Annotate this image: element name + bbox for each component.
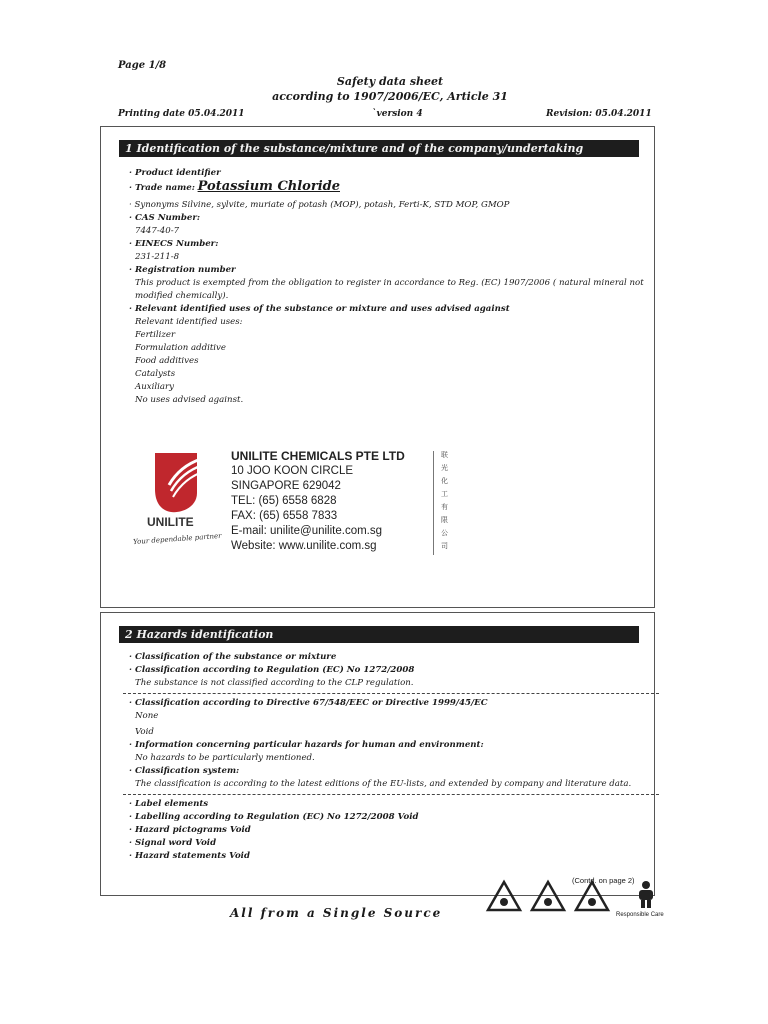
use-item: Formulation additive	[135, 343, 226, 353]
revision-date: Revision: 05.04.2011	[546, 109, 652, 119]
certification-triangles-icon	[484, 878, 614, 914]
trade-name-value: Potassium Chloride	[197, 179, 340, 194]
uses-label: · Relevant identified uses of the substance or mixture and uses advised against	[129, 304, 510, 314]
signal-word: · Signal word Void	[129, 838, 217, 848]
class-system: The classification is according to the latest editions of the EU-lists, and extended by company and literature data.	[135, 779, 632, 789]
company-tel: TEL: (65) 6558 6828	[231, 495, 337, 507]
particular-hazards: No hazards to be particularly mentioned.	[135, 753, 315, 763]
synonyms: · Synonyms Silvine, sylvite, muriate of potash (MOP), potash, Ferti-K, STD MOP, GMOP	[129, 200, 510, 210]
divider-line	[433, 451, 434, 555]
product-identifier-label: · Product identifier	[129, 168, 221, 178]
section-1-box	[100, 126, 655, 608]
labelling: · Labelling according to Regulation (EC) No 1272/2008 Void	[129, 812, 419, 822]
classification-label: · Classification of the substance or mixture	[129, 652, 337, 662]
company-website: Website: www.unilite.com.sg	[231, 540, 377, 552]
cas-value: 7447-40-7	[135, 226, 180, 236]
use-item: Fertilizer	[135, 330, 176, 340]
logo-wordmark: UNILITE	[147, 515, 194, 529]
subtitle-text: according to 1907/2006/EC, Article 31	[272, 90, 508, 103]
section-2-heading: 2 Hazards identification	[119, 626, 639, 643]
document-title	[250, 74, 530, 104]
continued-note: (Contd. on page 2)	[572, 876, 635, 885]
section-1-heading: 1 Identification of the substance/mixture and of the company/undertaking	[119, 140, 639, 157]
classification-reg: · Classification according to Regulation (EC) No 1272/2008	[129, 665, 415, 675]
section-1-body	[129, 167, 647, 407]
einecs-label: · EINECS Number:	[129, 239, 219, 249]
company-logo	[132, 449, 227, 559]
section-2-box	[100, 612, 655, 896]
particular-hazards-label: · Information concerning particular hazards for human and environment:	[129, 740, 484, 750]
void-value: Void	[135, 727, 154, 737]
none-value: None	[135, 711, 159, 721]
company-email: E-mail: unilite@unilite.com.sg	[231, 525, 383, 537]
registration-text: This product is exempted from the obligation to register in accordance to Reg. (EC) 1907/2006 ( natural mineral not modified chemically).	[135, 278, 644, 301]
uses-against: No uses advised against.	[135, 395, 244, 405]
trade-name-line	[129, 180, 647, 195]
pictograms: · Hazard pictograms Void	[129, 825, 251, 835]
class-system-label: · Classification system:	[129, 766, 240, 776]
company-details	[231, 449, 405, 554]
label-elements: · Label elements	[129, 799, 209, 809]
printing-date: Printing date 05.04.2011	[118, 109, 245, 119]
section-2-body	[129, 651, 647, 863]
use-item: Food additives	[135, 356, 199, 366]
uses-sublabel: Relevant identified uses:	[135, 317, 243, 327]
slogan: All from a Single Source	[230, 906, 443, 920]
tagline: Your dependable partner	[132, 531, 222, 547]
company-address-1: 10 JOO KOON CIRCLE	[231, 465, 354, 477]
hazard-statements: · Hazard statements Void	[129, 851, 250, 861]
registration-label: · Registration number	[129, 265, 236, 275]
use-item: Catalysts	[135, 369, 176, 379]
einecs-value: 231-211-8	[135, 252, 180, 262]
classification-dir: · Classification according to Directive 67/548/EEC or Directive 1999/45/EC	[129, 698, 488, 708]
responsible-care-hands-icon	[634, 880, 658, 910]
version: `version 4	[372, 109, 423, 119]
title-text: Safety data sheet	[336, 75, 444, 88]
dashed-divider	[123, 794, 659, 795]
company-chinese-name: 联光化工有限公司	[441, 451, 448, 550]
company-name: UNILITE CHEMICALS PTE LTD	[231, 449, 405, 463]
page-number: Page 1/8	[118, 60, 167, 71]
company-address-2: SINGAPORE 629042	[231, 480, 341, 492]
not-classified: The substance is not classified according to the CLP regulation.	[135, 678, 414, 688]
cas-label: · CAS Number:	[129, 213, 201, 223]
trade-name-label: · Trade name:	[129, 183, 195, 193]
unilite-logo-icon	[147, 449, 227, 519]
company-fax: FAX: (65) 6558 7833	[231, 510, 338, 522]
use-item: Auxiliary	[135, 382, 174, 392]
responsible-care-label: Responsible Care	[616, 912, 664, 918]
dashed-divider	[123, 693, 659, 694]
